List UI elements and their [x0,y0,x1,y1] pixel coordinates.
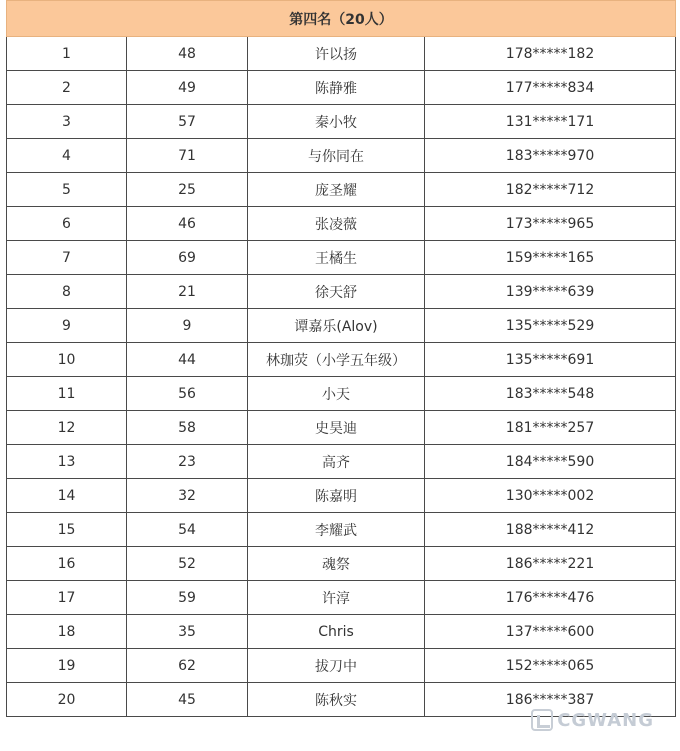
winner-table-container [6,0,675,717]
rank-cell: 7 [7,241,127,275]
table-row [7,615,676,649]
phone-cell: 186*****221 [425,547,676,581]
table-row [7,139,676,173]
id-cell: 32 [127,479,248,513]
name-cell: 庞圣耀 [248,173,425,207]
table-row [7,377,676,411]
phone-cell: 181*****257 [425,411,676,445]
id-cell: 54 [127,513,248,547]
phone-cell: 137*****600 [425,615,676,649]
phone-cell: 183*****548 [425,377,676,411]
phone-cell: 184*****590 [425,445,676,479]
table-row [7,547,676,581]
rank-cell: 9 [7,309,127,343]
rank-cell: 11 [7,377,127,411]
id-cell: 56 [127,377,248,411]
rank-cell: 16 [7,547,127,581]
rank-cell: 8 [7,275,127,309]
id-cell: 49 [127,71,248,105]
rank-cell: 5 [7,173,127,207]
phone-cell: 182*****712 [425,173,676,207]
table-row [7,309,676,343]
name-cell: 与你同在 [248,139,425,173]
name-cell: 陈秋实 [248,683,425,717]
phone-cell: 178*****182 [425,37,676,71]
id-cell: 21 [127,275,248,309]
phone-cell: 173*****965 [425,207,676,241]
phone-cell: 135*****691 [425,343,676,377]
id-cell: 46 [127,207,248,241]
table-header: 第四名（20人） [7,1,676,37]
rank-cell: 4 [7,139,127,173]
rank-cell: 20 [7,683,127,717]
table-row [7,105,676,139]
phone-cell: 139*****639 [425,275,676,309]
name-cell: Chris [248,615,425,649]
name-cell: 高齐 [248,445,425,479]
id-cell: 48 [127,37,248,71]
rank-cell: 10 [7,343,127,377]
rank-cell: 18 [7,615,127,649]
id-cell: 71 [127,139,248,173]
table-row [7,207,676,241]
phone-cell: 130*****002 [425,479,676,513]
cgwang-logo-icon [531,709,553,731]
phone-cell: 131*****171 [425,105,676,139]
name-cell: 小天 [248,377,425,411]
id-cell: 62 [127,649,248,683]
rank-cell: 17 [7,581,127,615]
id-cell: 59 [127,581,248,615]
name-cell: 许以扬 [248,37,425,71]
name-cell: 徐天舒 [248,275,425,309]
table-row [7,513,676,547]
table-header-row [7,1,676,37]
rank-cell: 1 [7,37,127,71]
id-cell: 58 [127,411,248,445]
phone-cell: 159*****165 [425,241,676,275]
table-row [7,71,676,105]
rank-cell: 2 [7,71,127,105]
table-row [7,479,676,513]
name-cell: 秦小牧 [248,105,425,139]
name-cell: 张凌薇 [248,207,425,241]
id-cell: 23 [127,445,248,479]
rank-cell: 3 [7,105,127,139]
table-row [7,649,676,683]
table-row [7,445,676,479]
name-cell: 魂祭 [248,547,425,581]
name-cell: 史昊迪 [248,411,425,445]
name-cell: 谭嘉乐(Alov) [248,309,425,343]
watermark-text: CGWANG [557,709,654,731]
rank-cell: 19 [7,649,127,683]
table-row [7,275,676,309]
winner-table [6,0,676,717]
phone-cell: 183*****970 [425,139,676,173]
phone-cell: 152*****065 [425,649,676,683]
id-cell: 52 [127,547,248,581]
rank-cell: 13 [7,445,127,479]
name-cell: 王橘生 [248,241,425,275]
id-cell: 57 [127,105,248,139]
table-row [7,581,676,615]
phone-cell: 186*****387 [425,683,676,717]
table-row [7,173,676,207]
rank-cell: 14 [7,479,127,513]
table-body [7,37,676,717]
id-cell: 45 [127,683,248,717]
rank-cell: 12 [7,411,127,445]
id-cell: 69 [127,241,248,275]
watermark [531,707,654,733]
id-cell: 44 [127,343,248,377]
phone-cell: 135*****529 [425,309,676,343]
table-row [7,37,676,71]
id-cell: 9 [127,309,248,343]
name-cell: 陈嘉明 [248,479,425,513]
id-cell: 35 [127,615,248,649]
table-row [7,343,676,377]
phone-cell: 177*****834 [425,71,676,105]
name-cell: 林珈荧（小学五年级） [248,343,425,377]
phone-cell: 188*****412 [425,513,676,547]
table-row [7,241,676,275]
name-cell: 许淳 [248,581,425,615]
rank-cell: 15 [7,513,127,547]
id-cell: 25 [127,173,248,207]
name-cell: 拔刀中 [248,649,425,683]
table-row [7,411,676,445]
name-cell: 李耀武 [248,513,425,547]
phone-cell: 176*****476 [425,581,676,615]
rank-cell: 6 [7,207,127,241]
name-cell: 陈静雅 [248,71,425,105]
